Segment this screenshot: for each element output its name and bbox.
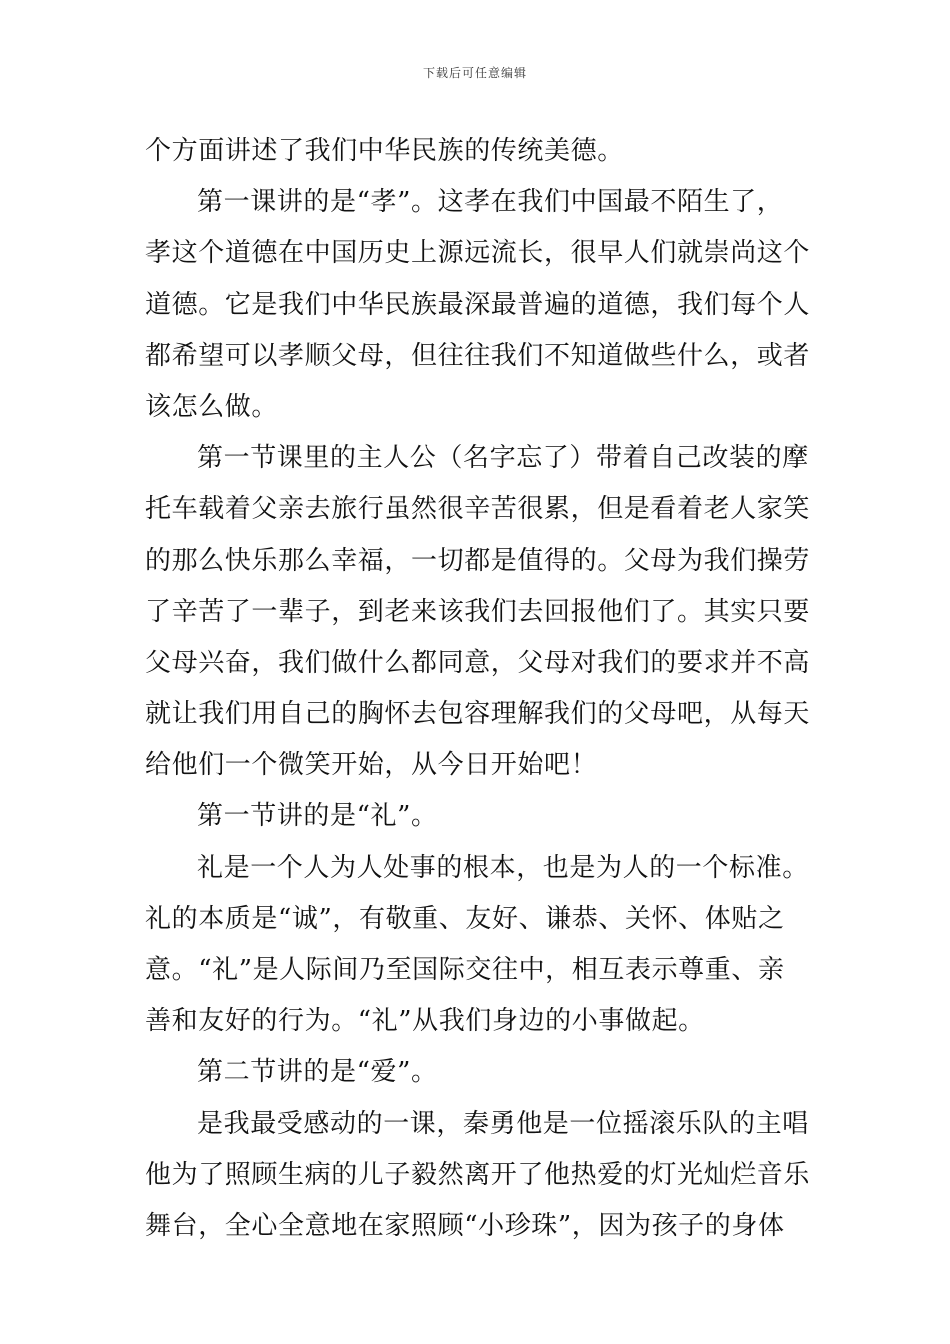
text-line: 都希望可以孝顺父母，但往往我们不知道做些什么，或者 [145, 340, 811, 371]
text-line: 的那么快乐那么幸福，一切都是值得的。父母为我们操劳 [145, 545, 811, 576]
text-line: 意。“礼”是人际间乃至国际交往中，相互表示尊重、亲 [145, 955, 785, 985]
text-line: 他为了照顾生病的儿子毅然离开了他热爱的灯光灿烂音乐 [145, 1159, 811, 1190]
document-body [145, 126, 810, 1252]
text-line: 第一节课里的主人公（名字忘了）带着自己改装的摩 [197, 443, 809, 474]
text-line: 托车载着父亲去旅行虽然很辛苦很累，但是看着老人家笑 [145, 494, 811, 525]
text-line: 就让我们用自己的胸怀去包容理解我们的父母吧，从每天 [145, 699, 811, 730]
text-line: 个方面讲述了我们中华民族的传统美德。 [145, 136, 624, 166]
text-line: 是我最受感动的一课，秦勇他是一位摇滚乐队的主唱 [197, 1108, 809, 1139]
text-line: 父母兴奋，我们做什么都同意，父母对我们的要求并不高 [145, 647, 811, 678]
page-header: 下载后可任意编辑 [422, 66, 527, 80]
text-line: 善和友好的行为。“礼”从我们身边的小事做起。 [145, 1006, 705, 1037]
text-line: 孝这个道德在中国历史上源远流长，很早人们就崇尚这个 [145, 238, 811, 269]
text-line: 第一节讲的是“礼”。 [197, 801, 438, 832]
text-line: 礼是一个人为人处事的根本，也是为人的一个标准。 [197, 852, 809, 883]
text-line: 给他们一个微笑开始，从今日开始吧！ [145, 750, 598, 781]
text-line: 舞台，全心全意地在家照顾“小珍珠”，因为孩子的身体 [145, 1210, 785, 1241]
text-line: 第二节讲的是“爱”。 [197, 1057, 438, 1088]
text-line: 道德。它是我们中华民族最深最普遍的道德，我们每个人 [145, 289, 811, 320]
text-line: 第一课讲的是“孝”。这孝在我们中国最不陌生了， [197, 187, 784, 218]
text-line: 了辛苦了一辈子，到老来该我们去回报他们了。其实只要 [145, 596, 811, 627]
text-line: 礼的本质是“诚”，有敬重、友好、谦恭、关怀、体贴之 [145, 903, 785, 934]
text-line: 该怎么做。 [145, 391, 279, 422]
